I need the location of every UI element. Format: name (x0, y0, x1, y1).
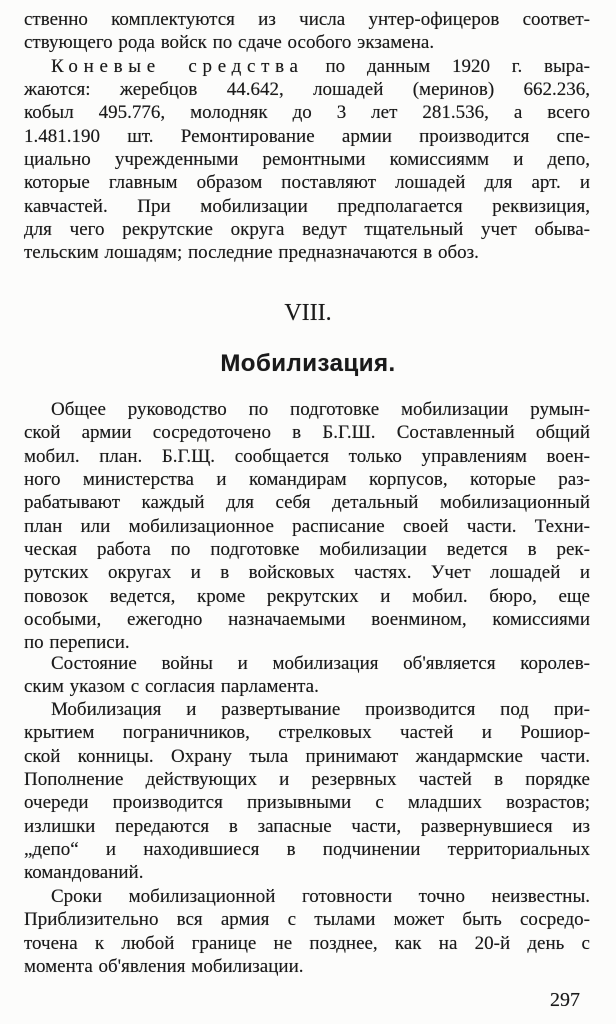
text-line: Состояние войны и мобилизация об'является королев- (51, 653, 590, 674)
paragraph-block-e (24, 885, 590, 978)
text-line: крытием пограничников, стрелковых частей и Рошиор- (24, 722, 590, 744)
text-line: точена к любой границе не позднее, как на 20-й день с (24, 932, 590, 954)
text-line: ским указом с согласия парламента. (24, 676, 319, 698)
text-line: особыми, ежегодно назначаемыми военмином, комиссиями (24, 609, 590, 631)
text-line: мобил. план. Б.Г.Щ. сообщается только управлениям воен- (24, 445, 590, 467)
text-line: план или мобилизационное расписание своей части. Техни- (24, 515, 590, 537)
text-line: ного министерства и командирам корпусов, которые раз- (24, 469, 590, 491)
text-line: излишки передаются в запасные части, развернувшиеся из (24, 815, 590, 837)
text-line: Общее руководство по подготовке мобилизации румын- (51, 399, 590, 420)
text-line: по переписи. (24, 632, 130, 654)
text-line: для чего рекрутские округа ведут тщательный учет обыва- (24, 219, 590, 241)
paragraph-block-d (24, 698, 590, 885)
text-line: ственно комплектуются из числа унтер-офицеров соответ- (24, 9, 590, 30)
text-line: очереди производится призывными с младших возрастов; (24, 792, 590, 814)
paragraph-block-a (24, 8, 590, 265)
emphasized-spaced-text: Коневые средства (51, 55, 304, 77)
chapter-title-heading: Мобилизация. (220, 350, 396, 377)
text-line: „депо“ и находившиеся в подчинении территориальных (24, 839, 590, 861)
page-number: 297 (550, 989, 580, 1011)
text-line: рабатывают каждый для себя детальный мобилизационный (24, 492, 590, 514)
text-line: рутских округах и в войсковых частях. Учет лошадей и (24, 562, 590, 584)
text-line: командований. (24, 862, 144, 884)
text-line: Сроки мобилизационной готовности точно неизвестны. (51, 886, 590, 907)
text-line: 1.481.190 шт. Ремонтирование армии производится спе- (24, 125, 590, 147)
text-line: которые главным образом поставляют лошадей для арт. и (24, 172, 590, 194)
text-line: кобыл 495.776, молодняк до 3 лет 281.536, а всего (24, 102, 590, 124)
text-line: ческая работа по подготовке мобилизации ведется в рек- (24, 539, 590, 561)
text-line: момента об'явления мобилизации. (24, 956, 304, 978)
text-line: Приблизительно вся армия с тылами может быть сосредо- (24, 909, 590, 931)
text-line: циально учрежденными ремонтными комиссиямм и депо, (24, 149, 590, 171)
text-line: повозок ведется, кроме рекрутских и мобил. бюро, еще (24, 585, 590, 607)
text-line: ствующего рода войск по сдаче особого экзамена. (24, 32, 435, 54)
text-line: ской армии сосредоточено в Б.Г.Ш. Составленный общий (24, 422, 590, 444)
text-line: тельским лошадям; последние предназначаются в обоз. (24, 242, 479, 264)
paragraph-block-c (24, 652, 590, 699)
text-line (24, 55, 590, 78)
text-line-rest: по данным 1920 г. выра- (303, 55, 591, 77)
text-line: Пополнение действующих и резервных частей в порядке (24, 769, 590, 791)
text-line: Мобилизация и развертывание производится под при- (51, 699, 590, 720)
text-line: жаются: жеребцов 44.642, лошадей (меринов) 662.236, (24, 79, 590, 101)
text-line: кавчастей. При мобилизации предполагается реквизиция, (24, 195, 590, 217)
text-line: ской конницы. Охрану тыла принимают жандармские части. (24, 745, 590, 767)
paragraph-block-b (24, 398, 590, 655)
chapter-number-heading: VIII. (284, 300, 332, 326)
